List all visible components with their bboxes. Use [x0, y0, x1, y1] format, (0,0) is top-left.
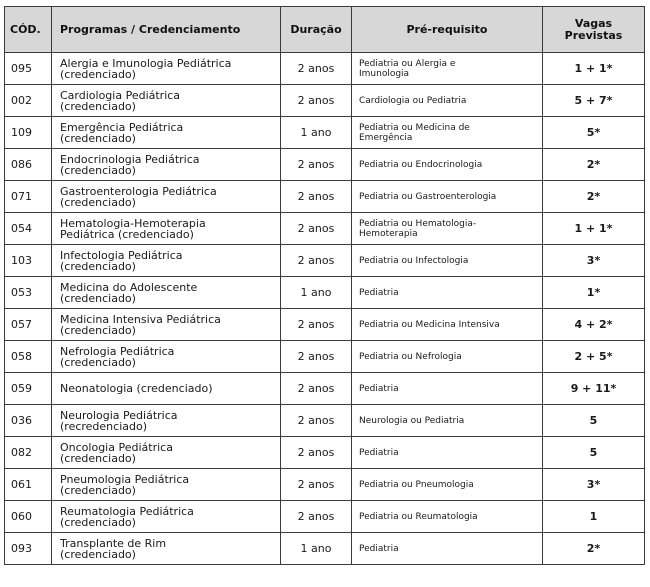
prerequisito-line2: Imunologia: [359, 68, 410, 79]
cell-vagas: 5 + 7*: [543, 85, 645, 117]
cell-cod: 071: [5, 181, 52, 213]
cell-vagas: 3*: [543, 245, 645, 277]
prerequisito-line1: Pediatria ou Alergia e: [359, 58, 456, 69]
table-row: [5, 373, 645, 405]
table-row: [5, 341, 645, 373]
prerequisito-line1: Pediatria ou Endocrinologia: [359, 159, 483, 170]
prerequisito-line2: Hemoterapia: [359, 228, 418, 239]
prerequisito-line1: Pediatria: [359, 383, 399, 394]
cell-vagas: 1: [543, 501, 645, 533]
programa-name: Medicina do Adolescente: [60, 280, 198, 294]
cell-cod: 061: [5, 469, 52, 501]
cell-programa: [52, 373, 281, 405]
cell-prerequisito: [352, 437, 543, 469]
cell-duracao: 2 anos: [281, 437, 352, 469]
table-row: [5, 181, 645, 213]
cell-prerequisito: [352, 181, 543, 213]
cell-vagas: 2*: [543, 181, 645, 213]
table-row: [5, 405, 645, 437]
cell-duracao: 2 anos: [281, 181, 352, 213]
cell-prerequisito: [352, 341, 543, 373]
cell-duracao: 1 ano: [281, 117, 352, 149]
programa-name: Gastroenterologia Pediátrica: [60, 184, 217, 198]
cell-vagas: 5*: [543, 117, 645, 149]
cell-duracao: 2 anos: [281, 309, 352, 341]
programa-status: Pediátrica (credenciado): [60, 227, 194, 241]
cell-vagas: 1 + 1*: [543, 53, 645, 85]
cell-programa: [52, 277, 281, 309]
cell-duracao: 2 anos: [281, 53, 352, 85]
table-row: [5, 149, 645, 181]
cell-prerequisito: [352, 469, 543, 501]
prerequisito-line1: Pediatria ou Hematologia-: [359, 218, 477, 229]
cell-programa: [52, 53, 281, 85]
cell-duracao: 1 ano: [281, 277, 352, 309]
cell-duracao: 2 anos: [281, 213, 352, 245]
cell-programa: [52, 405, 281, 437]
cell-prerequisito: [352, 245, 543, 277]
programa-status: (credenciado): [60, 67, 136, 81]
programa-status: (credenciado): [60, 515, 136, 529]
cell-vagas: 9 + 11*: [543, 373, 645, 405]
cell-duracao: 2 anos: [281, 149, 352, 181]
table-row: [5, 85, 645, 117]
cell-cod: 057: [5, 309, 52, 341]
programa-status: (credenciado): [60, 99, 136, 113]
programa-status: (recredenciado): [60, 419, 148, 433]
cell-vagas: 1*: [543, 277, 645, 309]
programa-name: Alergia e Imunologia Pediátrica: [60, 56, 232, 70]
programa-status: (credenciado): [60, 323, 136, 337]
cell-vagas: 3*: [543, 469, 645, 501]
table-row: [5, 469, 645, 501]
prerequisito-line1: Pediatria ou Gastroenterologia: [359, 191, 497, 202]
prerequisito-line1: Pediatria ou Reumatologia: [359, 511, 478, 522]
cell-prerequisito: [352, 277, 543, 309]
prerequisito-line1: Pediatria ou Medicina Intensiva: [359, 319, 500, 330]
programa-status: (credenciado): [60, 547, 136, 561]
prerequisito-line1: Pediatria ou Pneumologia: [359, 479, 474, 490]
prerequisito-line1: Pediatria: [359, 447, 399, 458]
cell-vagas: 4 + 2*: [543, 309, 645, 341]
programa-status: (credenciado): [60, 483, 136, 497]
cell-duracao: 2 anos: [281, 245, 352, 277]
cell-duracao: 2 anos: [281, 501, 352, 533]
prerequisito-line1: Pediatria ou Nefrologia: [359, 351, 462, 362]
table-row: [5, 245, 645, 277]
programa-name: Emergência Pediátrica: [60, 120, 184, 134]
cell-programa: [52, 85, 281, 117]
cell-vagas: 5: [543, 437, 645, 469]
cell-cod: 036: [5, 405, 52, 437]
cell-prerequisito: [352, 405, 543, 437]
programa-name: Infectologia Pediátrica: [60, 248, 183, 262]
cell-programa: [52, 117, 281, 149]
header-duracao: Duração: [281, 7, 352, 53]
cell-cod: 053: [5, 277, 52, 309]
cell-programa: [52, 437, 281, 469]
programa-name: Oncologia Pediátrica: [60, 440, 173, 454]
header-cod: CÓD.: [5, 7, 52, 53]
programa-name: Transplante de Rim: [60, 536, 167, 550]
prerequisito-line1: Neurologia ou Pediatria: [359, 415, 465, 426]
programa-name: Neonatologia (credenciado): [60, 382, 213, 395]
table-row: [5, 309, 645, 341]
cell-programa: [52, 501, 281, 533]
programa-name: Neurologia Pediátrica: [60, 408, 178, 422]
cell-programa: [52, 309, 281, 341]
programs-table: [4, 6, 645, 565]
header-programas: Programas / Credenciamento: [52, 7, 281, 53]
cell-programa: [52, 245, 281, 277]
programa-status: (credenciado): [60, 259, 136, 273]
cell-cod: 109: [5, 117, 52, 149]
prerequisito-line2: Emergência: [359, 132, 413, 143]
cell-prerequisito: [352, 117, 543, 149]
cell-cod: 095: [5, 53, 52, 85]
programa-name: Medicina Intensiva Pediátrica: [60, 312, 221, 326]
header-prerequisito: Pré-requisito: [352, 7, 543, 53]
cell-cod: 103: [5, 245, 52, 277]
prerequisito-line1: Pediatria: [359, 543, 399, 554]
cell-vagas: 2 + 5*: [543, 341, 645, 373]
programa-name: Endocrinologia Pediátrica: [60, 152, 200, 166]
programa-status: (credenciado): [60, 291, 136, 305]
cell-vagas: 1 + 1*: [543, 213, 645, 245]
prerequisito-line1: Pediatria ou Infectologia: [359, 255, 469, 266]
cell-prerequisito: [352, 213, 543, 245]
cell-cod: 058: [5, 341, 52, 373]
cell-programa: [52, 213, 281, 245]
cell-prerequisito: [352, 309, 543, 341]
table-row: [5, 437, 645, 469]
cell-prerequisito: [352, 85, 543, 117]
cell-duracao: 2 anos: [281, 405, 352, 437]
cell-cod: 082: [5, 437, 52, 469]
prerequisito-line1: Cardiologia ou Pediatria: [359, 95, 467, 106]
cell-cod: 093: [5, 533, 52, 565]
cell-cod: 054: [5, 213, 52, 245]
cell-programa: [52, 181, 281, 213]
cell-vagas: 2*: [543, 533, 645, 565]
cell-prerequisito: [352, 53, 543, 85]
programa-name: Reumatologia Pediátrica: [60, 504, 194, 518]
cell-duracao: 2 anos: [281, 469, 352, 501]
programa-status: (credenciado): [60, 195, 136, 209]
cell-prerequisito: [352, 501, 543, 533]
header-vagas-line1: Vagas: [574, 16, 613, 30]
cell-programa: [52, 469, 281, 501]
cell-cod: 002: [5, 85, 52, 117]
table-row: [5, 533, 645, 565]
programa-status: (credenciado): [60, 355, 136, 369]
programa-status: (credenciado): [60, 451, 136, 465]
cell-vagas: 5: [543, 405, 645, 437]
programa-name: Pneumologia Pediátrica: [60, 472, 190, 486]
cell-cod: 060: [5, 501, 52, 533]
cell-duracao: 2 anos: [281, 341, 352, 373]
header-vagas: [543, 7, 645, 53]
cell-prerequisito: [352, 149, 543, 181]
programa-status: (credenciado): [60, 163, 136, 177]
cell-programa: [52, 533, 281, 565]
header-vagas-line2: Previstas: [564, 28, 623, 42]
prerequisito-line1: Pediatria ou Medicina de: [359, 122, 470, 133]
cell-cod: 059: [5, 373, 52, 405]
cell-vagas: 2*: [543, 149, 645, 181]
table-header-row: [5, 7, 645, 53]
cell-duracao: 1 ano: [281, 533, 352, 565]
table-row: [5, 277, 645, 309]
cell-duracao: 2 anos: [281, 85, 352, 117]
table-row: [5, 117, 645, 149]
programs-table-container: [4, 6, 644, 565]
programa-name: Nefrologia Pediátrica: [60, 344, 175, 358]
programa-name: Hematologia-Hemoterapia: [60, 216, 206, 230]
cell-programa: [52, 149, 281, 181]
cell-programa: [52, 341, 281, 373]
prerequisito-line1: Pediatria: [359, 287, 399, 298]
cell-prerequisito: [352, 373, 543, 405]
table-row: [5, 53, 645, 85]
cell-cod: 086: [5, 149, 52, 181]
cell-duracao: 2 anos: [281, 373, 352, 405]
table-row: [5, 213, 645, 245]
programa-status: (credenciado): [60, 131, 136, 145]
programa-name: Cardiologia Pediátrica: [60, 88, 181, 102]
table-row: [5, 501, 645, 533]
table-body: [5, 53, 645, 565]
cell-prerequisito: [352, 533, 543, 565]
